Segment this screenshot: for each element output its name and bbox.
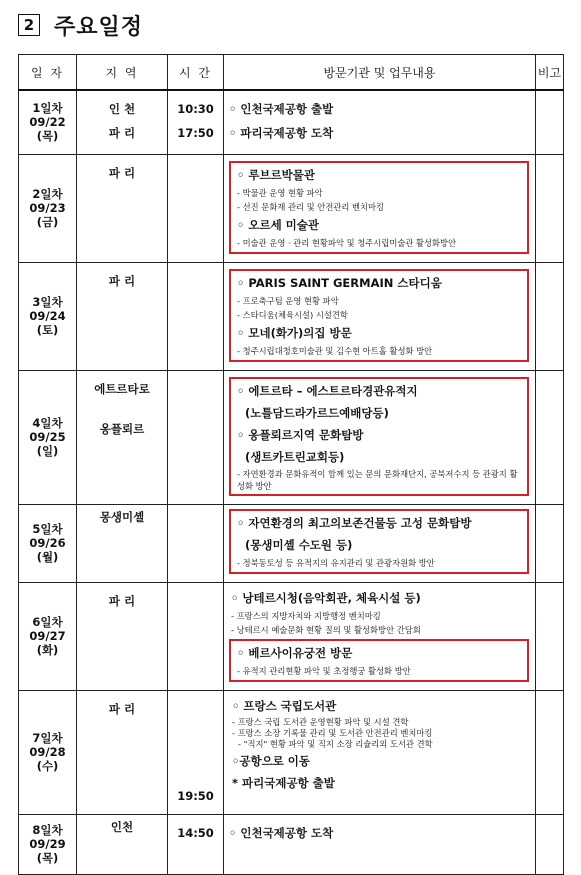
day-date: 09/28 [29,745,66,759]
content-main: (몽생미셸 수도원 등) [245,537,353,552]
header-day: 일 자 [19,55,77,91]
day-cell [19,690,77,814]
highlight-box [229,377,529,496]
day-weekday: (일) [36,444,59,458]
table-row [19,90,564,154]
location-text: 에트르타로 [94,381,150,396]
day-cell [19,90,77,154]
time-text: 14:50 [177,825,214,840]
content-sub: - 스타디움(체육시설) 시설견학 [237,309,348,320]
day-label: 6일차 [32,615,63,629]
content-cell [224,690,536,814]
content-item: ◦ 인천국제공항 출발 [229,102,334,116]
content-cell [224,582,536,690]
content-main: ◦ 낭테르시청(음악회관, 체육시설 등) [231,590,421,605]
note-cell [536,504,564,582]
content-main: ◦ 루브르박물관 [237,167,316,182]
table-row [19,690,564,814]
content-sub: - 프랑스의 지방자치와 지방행정 벤치마킹 [231,610,381,621]
content-cell [224,154,536,262]
day-label: 3일차 [32,295,63,309]
note-cell [536,154,564,262]
content-sub: - 선진 문화재 관리 및 안전관리 벤치마킹 [237,201,385,212]
content-sub: - 박물관 운영 현황 파악 [237,187,323,198]
day-weekday: (목) [36,129,59,144]
content-main: (생트카트린교회등) [245,449,345,464]
day-cell [19,370,77,504]
location-text: 파 리 [108,273,136,288]
day-cell [19,262,77,370]
day-cell [19,814,77,874]
header-note: 비고 [536,55,564,91]
day-date: 09/29 [29,837,66,851]
time-text: 10:30 [177,102,214,116]
day-label: 5일차 [32,522,63,536]
day-weekday: (금) [36,215,59,229]
table-row [19,582,564,690]
content-sub: - 프랑스 국립 도서관 운영현황 파악 및 시설 견학 [232,716,409,727]
time-cell [168,154,224,262]
location-text: 파 리 [108,593,136,608]
day-date: 09/27 [29,629,66,643]
content-sub: - 미술관 운영 · 관리 현황파악 및 청주시립미술관 활성화방안 [237,237,457,248]
location-text: 옹플뢰르 [99,421,145,436]
day-cell [19,582,77,690]
section-heading [18,10,143,40]
content-sub: - "직지" 현황 파악 및 직지 소장 리슐리외 도서관 견학 [238,738,433,749]
content-block [229,695,529,794]
content-sub: - 프로축구팀 운영 현황 파악 [237,295,339,306]
day-cell [19,154,77,262]
location-text: 몽생미셸 [99,509,145,524]
time-cell [168,582,224,690]
content-cell [224,90,536,154]
content-main: ◦공항으로 이동 [232,753,311,768]
location-cell [77,582,168,690]
day-label: 7일차 [32,731,63,745]
time-text: 19:50 [177,788,214,803]
table-row [19,814,564,874]
location-cell [77,814,168,874]
location-text: 인천 [110,819,134,834]
section-number: 2 [18,14,40,36]
table-row [19,504,564,582]
schedule-table [18,54,564,875]
day-weekday: (수) [36,759,59,773]
header-row [19,55,564,91]
content-main: ◦ 베르사이유궁전 방문 [237,645,353,660]
time-text: 17:50 [177,126,214,140]
content-main: ◦ 모네(화가)의집 방문 [237,325,352,340]
day-label: 1일차 [32,101,63,116]
note-cell [536,90,564,154]
location-cell [77,90,168,154]
note-cell [536,582,564,690]
content-item: ◦ 파리국제공항 도착 [229,126,334,140]
highlight-box [229,161,529,254]
content-item: ◦ 인천국제공항 도착 [229,825,334,840]
day-label: 8일차 [32,823,63,837]
content-main: ◦ 에트르타 – 에스트르타경관유적지 [237,383,418,398]
table-row [19,370,564,504]
location-cell [77,262,168,370]
content-main: ◦ 자연환경의 최고의보존건물등 고성 문화탐방 [237,515,472,530]
content-sub: - 정북동토성 등 유적지의 유지관리 및 관광자원화 방안 [237,557,435,568]
day-date: 09/23 [29,201,66,215]
header-location: 지 역 [77,55,168,91]
content-cell [224,370,536,504]
table-row [19,262,564,370]
day-date: 09/25 [29,430,66,444]
note-cell [536,262,564,370]
header-time: 시 간 [168,55,224,91]
content-main: ◦ PARIS SAINT GERMAIN 스타디움 [237,275,442,290]
content-cell [224,504,536,582]
day-date: 09/26 [29,536,66,550]
location-text: 인 천 [108,102,136,116]
content-main: ◦ 옹플뢰르지역 문화탐방 [237,427,364,442]
day-weekday: (목) [36,851,59,865]
note-cell [536,370,564,504]
time-cell [168,262,224,370]
content-sub: - 자연환경과 문화유적이 함께 있는 문의 문화재단지, 공북저수지 등 관광지 활성화 방안 [237,468,518,491]
content-sub: - 청주시립대청호미술관 및 김수현 아트홀 활성화 방안 [237,345,433,356]
day-weekday: (토) [36,323,59,337]
time-cell [168,690,224,814]
time-cell [168,814,224,874]
location-text: 파 리 [108,701,136,716]
time-cell [168,504,224,582]
highlight-box [229,269,529,362]
location-cell [77,154,168,262]
content-sub: - 프랑스 소장 기록물 관리 및 도서관 안전관리 벤치마킹 [232,727,433,738]
table-row [19,154,564,262]
location-text: 파 리 [108,126,136,140]
content-main: * 파리국제공항 출발 [232,775,335,790]
location-cell [77,504,168,582]
location-text: 파 리 [108,165,136,180]
header-content: 방문기관 및 업무내용 [224,55,536,91]
time-cell [168,370,224,504]
highlight-box [229,639,529,682]
section-title: 주요일정 [54,14,144,40]
content-main: (노틀담드라가르드예배당등) [245,405,389,420]
highlight-box [229,509,529,574]
content-main: ◦ 프랑스 국립도서관 [232,698,337,713]
content-main: ◦ 오르세 미술관 [237,217,320,232]
day-label: 4일차 [32,416,63,430]
day-label: 2일차 [32,187,63,201]
content-cell [224,262,536,370]
content-sub: - 유적지 관리현황 파악 및 초정행궁 활성화 방안 [237,665,411,676]
time-cell [168,90,224,154]
day-cell [19,504,77,582]
note-cell [536,690,564,814]
location-cell [77,370,168,504]
day-date: 09/22 [29,115,66,130]
day-date: 09/24 [29,309,66,323]
day-weekday: (화) [36,643,59,657]
location-cell [77,690,168,814]
day-weekday: (월) [36,550,59,564]
content-cell [224,814,536,874]
note-cell [536,814,564,874]
content-sub: - 낭테르시 예술문화 현황 질의 및 활성화방안 간담회 [231,624,421,635]
